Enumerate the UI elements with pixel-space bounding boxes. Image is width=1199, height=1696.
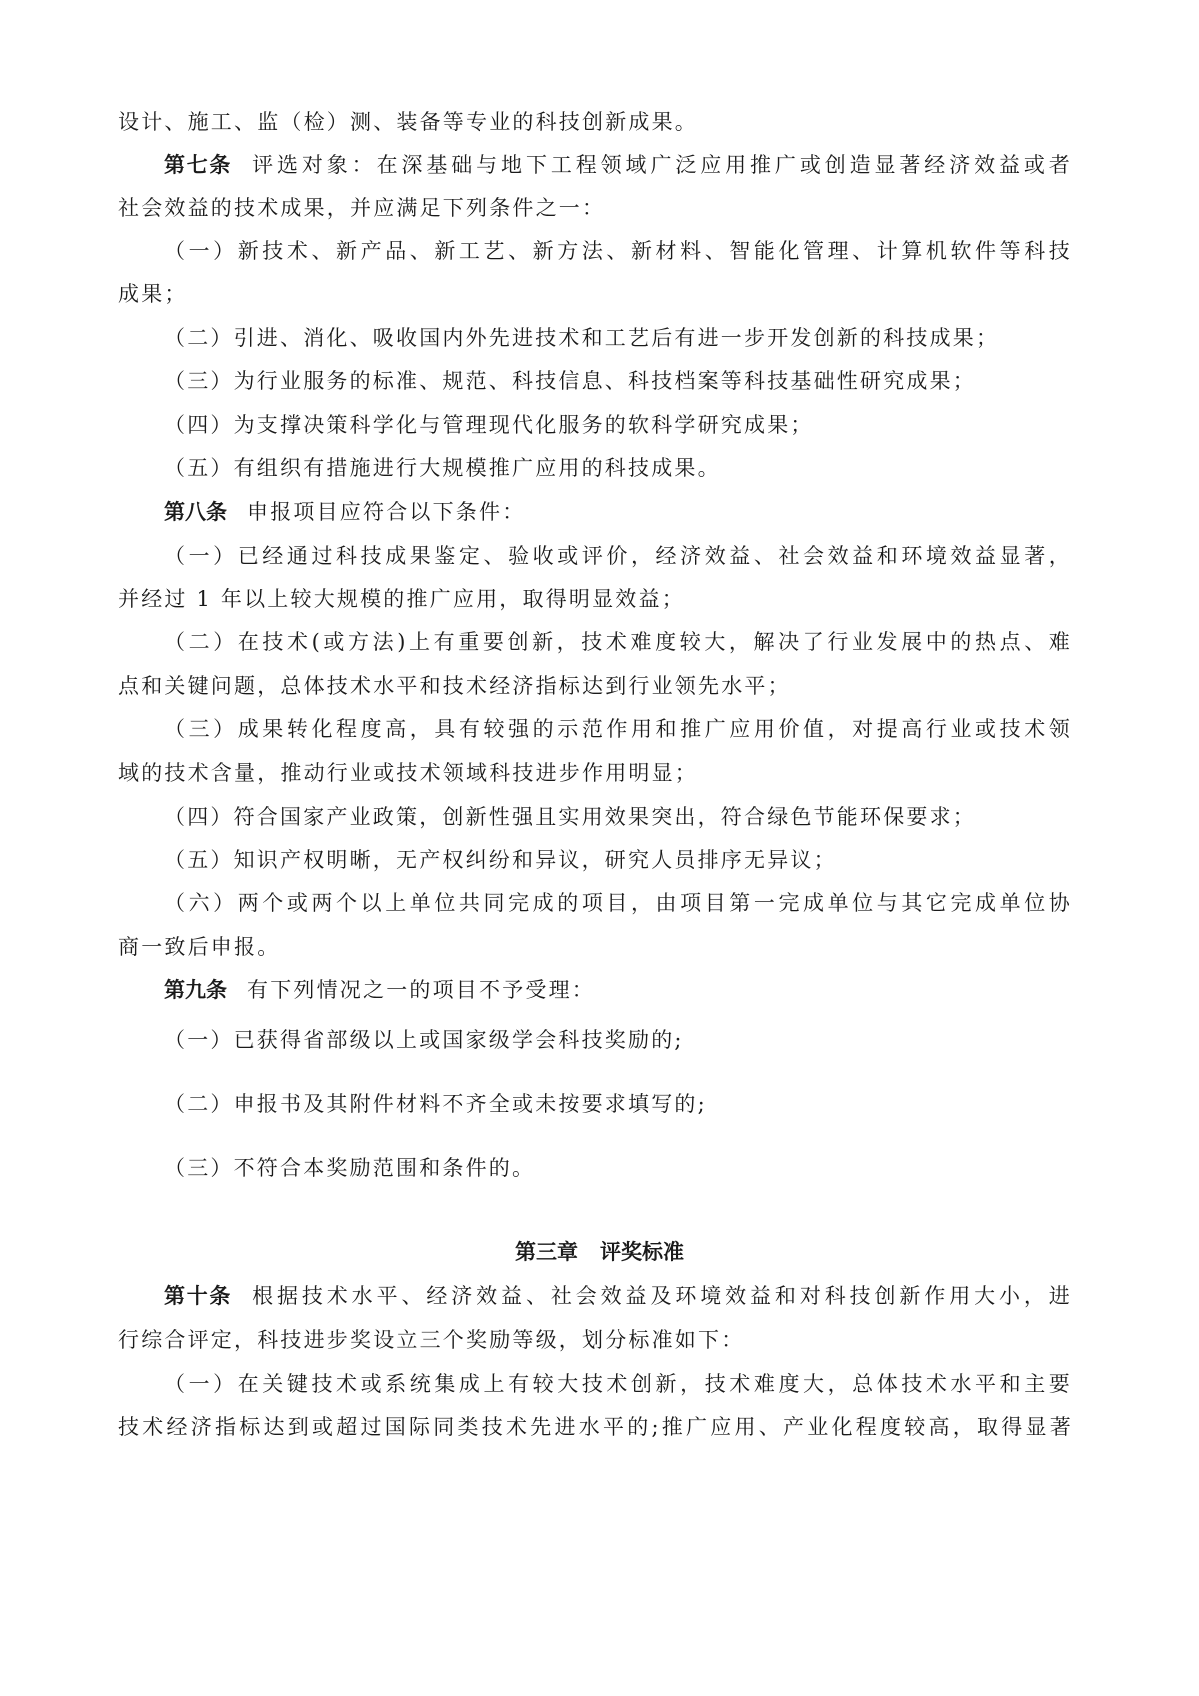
article-text: 根据技术水平、经济效益、社会效益及环境效益和对科技创新作用大小，进 <box>252 1284 1072 1308</box>
paragraph-line: 商一致后申报。 <box>118 935 281 959</box>
paragraph-line: 域的技术含量，推动行业或技术领域科技进步作用明显； <box>118 761 698 785</box>
list-item-line: （五）知识产权明晰，无产权纠纷和异议，研究人员排序无异议； <box>164 848 837 872</box>
list-item-line: （一）新技术、新产品、新工艺、新方法、新材料、智能化管理、计算机软件等科技 <box>164 239 1072 263</box>
paragraph-line: 并经过 1 年以上较大规模的推广应用，取得明显效益； <box>118 587 685 611</box>
list-item-line: （一）已经通过科技成果鉴定、验收或评价，经济效益、社会效益和环境效益显著， <box>164 544 1072 568</box>
chapter-title: 评奖标准 <box>600 1240 684 1264</box>
chapter-number: 第三章 <box>515 1240 578 1264</box>
paragraph-line: 行综合评定，科技进步奖设立三个奖励等级，划分标准如下： <box>118 1328 745 1352</box>
article-text: 评选对象：在深基础与地下工程领域广泛应用推广或创造显著经济效益或者 <box>252 153 1072 177</box>
paragraph-line: 设计、施工、监（检）测、装备等专业的科技创新成果。 <box>118 110 698 134</box>
article-number: 第八条 <box>164 500 227 524</box>
article-10-line <box>164 1281 1072 1311</box>
list-item-line: （二）引进、消化、吸收国内外先进技术和工艺后有进一步开发创新的科技成果； <box>164 326 1000 350</box>
list-item-line: （五）有组织有措施进行大规模推广应用的科技成果。 <box>164 456 721 480</box>
article-number: 第十条 <box>164 1284 233 1308</box>
article-text: 有下列情况之一的项目不予受理： <box>247 978 595 1002</box>
list-item-line: （二）申报书及其附件材料不齐全或未按要求填写的; <box>164 1092 707 1116</box>
article-number: 第九条 <box>164 978 227 1002</box>
list-item-line: （六）两个或两个以上单位共同完成的项目，由项目第一完成单位与其它完成单位协 <box>164 891 1072 915</box>
article-number: 第七条 <box>164 153 233 177</box>
paragraph-line: 技术经济指标达到或超过国际同类技术先进水平的;推广应用、产业化程度较高，取得显著 <box>118 1415 1072 1439</box>
paragraph-line: 成果； <box>118 282 188 306</box>
list-item-line: （二）在技术(或方法)上有重要创新，技术难度较大，解决了行业发展中的热点、难 <box>164 630 1072 654</box>
paragraph-line: 点和关键问题，总体技术水平和技术经济指标达到行业领先水平； <box>118 674 791 698</box>
paragraph-line: 社会效益的技术成果，并应满足下列条件之一： <box>118 196 606 220</box>
list-item-line: （一）已获得省部级以上或国家级学会科技奖励的; <box>164 1028 684 1052</box>
list-item-line: （三）不符合本奖励范围和条件的。 <box>164 1156 536 1180</box>
list-item-line: （四）为支撑决策科学化与管理现代化服务的软科学研究成果； <box>164 413 814 437</box>
list-item-line: （三）为行业服务的标准、规范、科技信息、科技档案等科技基础性研究成果； <box>164 369 976 393</box>
list-item-line: （四）符合国家产业政策，创新性强且实用效果突出，符合绿色节能环保要求； <box>164 805 976 829</box>
list-item-line: （一）在关键技术或系统集成上有较大技术创新，技术难度大，总体技术水平和主要 <box>164 1372 1072 1396</box>
article-7-line <box>164 150 1072 180</box>
article-9-line <box>164 975 1072 1005</box>
article-8-line <box>164 497 1072 527</box>
chapter-heading <box>0 1237 1199 1267</box>
article-text: 申报项目应符合以下条件： <box>247 500 526 524</box>
list-item-line: （三）成果转化程度高，具有较强的示范作用和推广应用价值，对提高行业或技术领 <box>164 717 1072 741</box>
